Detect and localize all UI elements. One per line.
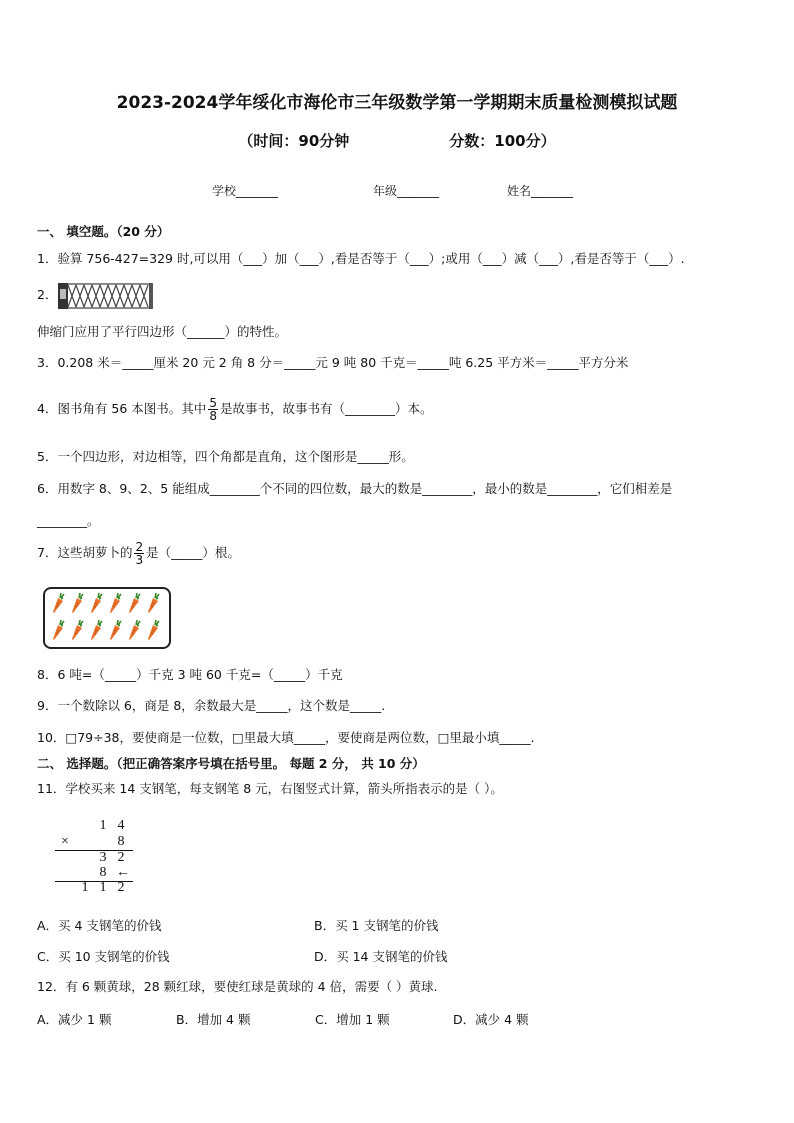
- carrot-icon: [89, 592, 103, 614]
- question-5: 5．一个四边形，对边相等，四个角都是直角，这个图形是_____形。: [37, 449, 414, 464]
- question-9: 9．一个数除以 6，商是 8，余数最大是_____，这个数是_____.: [37, 698, 386, 713]
- question-12-option-d[interactable]: D．减少 4 颗: [453, 1012, 529, 1027]
- question-7: [37, 536, 240, 570]
- question-6-line-1: 6．用数字 8、9、2、5 能组成________个不同的四位数，最大的数是________，最小的数是________，它们相差是: [37, 481, 673, 496]
- digit: 8: [117, 834, 125, 849]
- fraction-two-thirds: [134, 541, 144, 566]
- question-12-option-a[interactable]: A．减少 1 颗: [37, 1012, 112, 1027]
- retractable-gate-image: [56, 279, 156, 313]
- carrot-icon: [146, 619, 160, 641]
- carrot-icon: [127, 619, 141, 641]
- exam-subtitle: [0, 130, 794, 151]
- carrot-icon: [51, 619, 65, 641]
- carrot-icon: [70, 619, 84, 641]
- digit: 1: [99, 880, 107, 895]
- carrot-icon: [146, 592, 160, 614]
- question-2-number: 2．: [37, 287, 58, 302]
- question-11-stem: 11．学校买来 14 支钢笔，每支钢笔 8 元，右图竖式计算，箭头所指表示的是（ ）。: [37, 781, 503, 796]
- question-4-before: 4．图书角有 56 本图书。其中: [37, 401, 207, 416]
- question-11-option-a[interactable]: A．买 4 支钢笔的价钱: [37, 918, 162, 933]
- question-7-after: 是（_____）根。: [146, 545, 240, 560]
- name-field[interactable]: 姓名_______: [507, 184, 574, 198]
- page-title: 2023-2024学年绥化市海伦市三年级数学第一学期期末质量检测模拟试题: [116, 93, 678, 113]
- grade-field[interactable]: 年级_______: [373, 184, 440, 198]
- fraction-numerator: 2: [135, 540, 144, 554]
- fraction-denominator: 3: [135, 553, 144, 567]
- digit: 3: [99, 850, 107, 865]
- school-field[interactable]: 学校_______: [212, 184, 279, 198]
- digit: 8: [99, 865, 107, 880]
- question-12-stem: 12．有 6 颗黄球，28 颗红球，要使红球是黄球的 4 倍，需要（ ）黄球.: [37, 979, 438, 994]
- arrow-left-icon: ←: [116, 865, 130, 880]
- question-3: 3．0.208 米＝_____厘米 20 元 2 角 8 分＝_____元 9 吨 80 千克＝_____吨 6.25 平方米＝_____平方分米: [37, 355, 629, 370]
- vertical-multiplication: [55, 818, 145, 898]
- digit: 2: [117, 880, 125, 895]
- question-11-option-b[interactable]: B．买 1 支钢笔的价钱: [314, 918, 439, 933]
- digit: 2: [117, 850, 125, 865]
- digit: 1: [99, 818, 107, 833]
- question-2-text: 伸缩门应用了平行四边形（______）的特性。: [37, 324, 288, 339]
- fraction-denominator: 8: [209, 409, 217, 423]
- fraction-numerator: 5: [209, 396, 217, 410]
- carrot-icon: [70, 592, 84, 614]
- carrot-icon: [51, 592, 65, 614]
- carrots-image-box: [43, 587, 171, 649]
- question-11-option-d[interactable]: D．买 14 支钢笔的价钱: [314, 949, 448, 964]
- fraction-five-eighths: [208, 397, 218, 422]
- section-choice-heading: 二、 选择题。（把正确答案序号填在括号里。 每题 2 分， 共 10 分）: [37, 756, 425, 771]
- carrot-icon: [108, 592, 122, 614]
- question-4-after: 是故事书，故事书有（________）本。: [219, 401, 433, 416]
- question-8: 8．6 吨=（_____）千克 3 吨 60 千克=（_____）千克: [37, 667, 343, 682]
- question-11-option-c[interactable]: C．买 10 支钢笔的价钱: [37, 949, 170, 964]
- digit: 4: [117, 818, 125, 833]
- carrot-icon: [108, 619, 122, 641]
- question-6-line-2: ________。: [37, 513, 100, 528]
- question-1: 1．验算 756-427=329 时,可以用（___）加（___）,看是否等于（___）;或用（___）减（___）,看是否等于（___）.: [37, 251, 685, 266]
- section-fill-in-heading: 一、 填空题。（20 分）: [37, 224, 170, 239]
- question-12-option-c[interactable]: C．增加 1 颗: [315, 1012, 390, 1027]
- carrot-icon: [89, 619, 103, 641]
- exam-score: 分数：100分）: [449, 132, 556, 150]
- carrot-icon: [127, 592, 141, 614]
- question-10: 10．□79÷38，要使商是一位数，□里最大填_____，要使商是两位数，□里最小填_____.: [37, 730, 535, 745]
- multiply-sign: ×: [61, 834, 69, 849]
- digit: 1: [81, 880, 89, 895]
- question-4: [37, 392, 432, 426]
- question-12-option-b[interactable]: B．增加 4 颗: [176, 1012, 251, 1027]
- exam-time: （时间：90分钟: [238, 132, 350, 150]
- question-7-before: 7．这些胡萝卜的: [37, 545, 133, 560]
